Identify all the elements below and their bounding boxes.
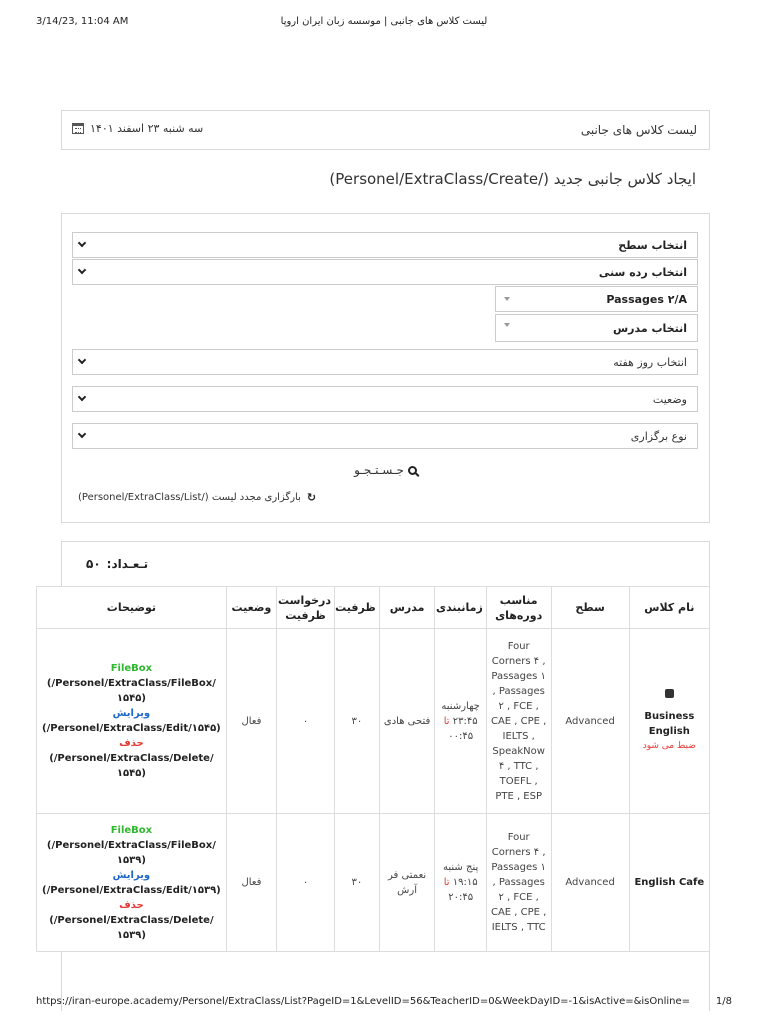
calendar-icon xyxy=(72,123,84,134)
capacity-cell: ۳۰ xyxy=(335,814,380,952)
weekday-select-label: انتخاب روز هفته xyxy=(613,356,687,369)
age-group-select-label: انتخاب رده سنی xyxy=(598,266,687,279)
status-select[interactable] xyxy=(72,386,698,412)
dropdown-arrow-icon xyxy=(504,297,510,301)
record-count-value: ۵۰ xyxy=(86,557,101,571)
search-icon xyxy=(408,466,417,475)
schedule-cell xyxy=(435,814,486,952)
filebox-link[interactable]: FileBox xyxy=(110,824,153,836)
print-header xyxy=(36,16,732,30)
chevron-down-icon xyxy=(78,393,86,401)
edit-path[interactable]: (/Personel/ExtraClass/Edit/۱۵۴۵) xyxy=(42,723,221,734)
filebox-path[interactable]: (/Personel/ExtraClass/FileBox/۱۵۳۹) xyxy=(46,839,216,866)
class-name-cell xyxy=(629,814,709,952)
level-select[interactable] xyxy=(72,232,698,258)
delete-path[interactable]: (/Personel/ExtraClass/Delete/۱۵۳۹) xyxy=(49,914,214,941)
col-header-courses[interactable]: مناسب دوره‌های xyxy=(486,587,551,629)
course-select[interactable] xyxy=(495,286,698,312)
schedule-start: ۱۹:۱۵ xyxy=(452,877,478,888)
edit-link[interactable]: ویرایش xyxy=(112,708,151,719)
print-url: https://iran-europe.academy/Personel/ExtraClass/List?PageID=1&LevelID=56&TeacherID=0&WeekDayID=-1&isActive=&isOnline= xyxy=(36,996,691,1007)
print-page-title: لیست کلاس های جانبی | موسسه زبان ایران اروپا xyxy=(280,16,488,27)
schedule-cell xyxy=(435,629,486,814)
status-cell: فعال xyxy=(226,814,276,952)
edit-link[interactable]: ویرایش xyxy=(112,869,151,881)
page-header-bar xyxy=(61,110,710,150)
filebox-link[interactable]: FileBox xyxy=(110,663,153,674)
reload-list-label: بارگزاری مجدد لیست (/Personel/ExtraClass/List) xyxy=(78,492,301,503)
teacher-cell: فتحی هادی xyxy=(379,629,435,814)
courses-cell: Four Corners ۴ , Passages ۱ , Passages ۲ , FCE , CAE , CPE , IELTS , SpeakNow ۴ , TTC , TOEFL , PTE , ESP xyxy=(486,629,551,814)
teacher-select[interactable] xyxy=(495,314,698,342)
col-header-capacity[interactable]: ظرفیت xyxy=(335,587,380,629)
delete-path[interactable]: (/Personel/ExtraClass/Delete/۱۵۴۵) xyxy=(49,753,214,779)
courses-cell: Four Corners ۴ , Passages ۱ , Passages ۲ , FCE , CAE , CPE , IELTS , TTC xyxy=(486,814,551,952)
teacher-select-label: انتخاب مدرس xyxy=(612,322,687,335)
status-select-label: وضعیت xyxy=(652,393,687,406)
print-footer xyxy=(36,996,732,1010)
edit-path[interactable]: (/Personel/ExtraClass/Edit/۱۵۳۹) xyxy=(42,884,221,896)
record-count xyxy=(86,557,148,571)
weekday-select[interactable] xyxy=(72,349,698,375)
course-select-label: Passages ۲/A xyxy=(606,293,687,306)
delivery-type-select-label: نوع برگزاری xyxy=(630,430,687,443)
col-header-requests[interactable]: درخواست ظرفیت xyxy=(277,587,335,629)
schedule-start: ۲۳:۴۵ xyxy=(452,715,478,727)
col-header-teacher[interactable]: مدرس xyxy=(379,587,435,629)
reload-list-link[interactable] xyxy=(78,491,316,504)
chevron-down-icon xyxy=(78,356,86,364)
table-header-row xyxy=(37,587,710,629)
age-group-select[interactable] xyxy=(72,259,698,285)
table-row xyxy=(37,629,710,814)
col-header-actions[interactable]: توضیحات xyxy=(37,587,227,629)
search-button[interactable] xyxy=(354,463,417,477)
schedule-end: ۰۰:۴۵ xyxy=(448,730,474,742)
schedule-day: چهارشنبه xyxy=(441,700,480,712)
record-count-label: تـعـداد: xyxy=(106,557,149,571)
create-extra-class-link[interactable]: ایجاد کلاس جانبی جدید (/Personel/ExtraClass/Create) xyxy=(329,170,696,188)
schedule-day: پنج شنبه xyxy=(443,862,479,873)
schedule-to: تا xyxy=(443,877,450,888)
requests-cell: ۰ xyxy=(277,814,335,952)
chevron-down-icon xyxy=(78,430,86,438)
col-header-name[interactable]: نام کلاس xyxy=(629,587,709,629)
actions-cell xyxy=(37,814,227,952)
refresh-icon: ↻ xyxy=(306,491,317,504)
extra-class-table xyxy=(36,586,710,952)
capacity-cell: ۳۰ xyxy=(335,629,380,814)
filebox-path[interactable]: (/Personel/ExtraClass/FileBox/۱۵۴۵) xyxy=(46,678,216,704)
teacher-cell: نعمتی فر آرش xyxy=(379,814,435,952)
col-header-status[interactable]: وضعیت xyxy=(226,587,276,629)
current-date xyxy=(72,122,203,135)
status-cell: فعال xyxy=(226,629,276,814)
class-name: English Cafe xyxy=(634,877,705,888)
recorded-badge: ضبط می شود xyxy=(642,740,696,751)
current-date-text: سه شنبه ۲۳ اسفند ۱۴۰۱ xyxy=(90,122,204,135)
col-header-level[interactable]: سطح xyxy=(551,587,629,629)
print-page-number: 1/8 xyxy=(715,996,732,1007)
level-select-label: انتخاب سطح xyxy=(618,239,687,252)
schedule-end: ۲۰:۴۵ xyxy=(448,892,474,903)
print-datetime: 3/14/23, 11:04 AM xyxy=(36,16,129,27)
dropdown-arrow-icon xyxy=(504,323,510,327)
search-row xyxy=(61,463,710,478)
schedule-to: تا xyxy=(443,715,450,727)
search-button-label: جـسـتـجـو xyxy=(354,463,404,477)
class-name-cell xyxy=(629,629,709,814)
level-cell: Advanced xyxy=(551,629,629,814)
actions-cell xyxy=(37,629,227,814)
table-row xyxy=(37,814,710,952)
col-header-schedule[interactable]: زمانبندی xyxy=(435,587,486,629)
chevron-down-icon xyxy=(78,266,86,274)
level-cell: Advanced xyxy=(551,814,629,952)
page-title: لیست کلاس های جانبی xyxy=(580,123,697,137)
delete-link[interactable]: حذف xyxy=(119,738,144,749)
delete-link[interactable]: حذف xyxy=(119,899,144,911)
delivery-type-select[interactable] xyxy=(72,423,698,449)
rss-icon xyxy=(665,689,674,698)
requests-cell: ۰ xyxy=(277,629,335,814)
class-name: Business English xyxy=(644,710,695,737)
chevron-down-icon xyxy=(78,239,86,247)
